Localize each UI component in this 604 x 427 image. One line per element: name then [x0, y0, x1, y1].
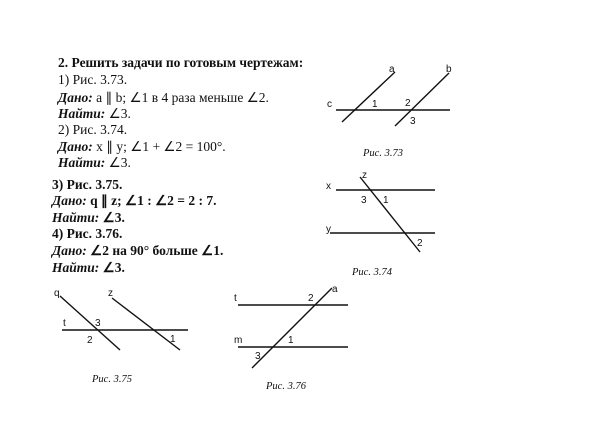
find-label: Найти:: [52, 260, 100, 275]
find-label: Найти:: [52, 210, 100, 225]
find-text: ∠3.: [108, 106, 131, 121]
find-label: Найти:: [58, 106, 106, 121]
find-text: ∠3.: [102, 260, 125, 275]
given-text: a ∥ b; ∠1 в 4 раза меньше ∠2.: [96, 90, 269, 105]
label-a: a: [389, 64, 395, 75]
problem-1-number: 1) Рис. 3.73.: [58, 72, 128, 87]
caption-fig-3-75: Рис. 3.75: [92, 374, 132, 385]
given-text: x ∥ y; ∠1 + ∠2 = 100°.: [96, 139, 226, 154]
label-angle-1: 1: [170, 334, 176, 345]
label-angle-1: 1: [383, 195, 389, 206]
label-angle-2: 2: [308, 293, 314, 304]
label-x: x: [326, 181, 331, 192]
label-angle-2: 2: [87, 335, 93, 346]
find-text: ∠3.: [108, 155, 131, 170]
problem-3-number: 3) Рис. 3.75.: [52, 177, 123, 192]
label-angle-2: 2: [405, 98, 411, 109]
label-angle-3: 3: [255, 351, 261, 362]
label-b: b: [446, 64, 452, 75]
problem-2-number: 2) Рис. 3.74.: [58, 122, 128, 137]
figure-3-73: [336, 72, 450, 126]
label-t: t: [234, 293, 237, 304]
task-heading: 2. Решить задачи по готовым чертежам:: [58, 55, 304, 70]
label-angle-3: 3: [95, 318, 101, 329]
caption-fig-3-76: Рис. 3.76: [266, 381, 306, 392]
label-m: m: [234, 335, 243, 346]
label-angle-3: 3: [361, 195, 367, 206]
figure-3-75: [60, 296, 188, 350]
given-label: Дано:: [52, 243, 87, 258]
given-label: Дано:: [58, 139, 93, 154]
line-b: [395, 73, 449, 126]
line-z: [360, 177, 420, 252]
label-angle-3: 3: [410, 116, 416, 127]
find-label: Найти:: [58, 155, 106, 170]
find-text: ∠3.: [102, 210, 125, 225]
label-t: t: [63, 318, 66, 329]
given-label: Дано:: [58, 90, 93, 105]
caption-fig-3-73: Рис. 3.73: [363, 148, 403, 159]
label-a: a: [332, 284, 338, 295]
label-angle-1: 1: [288, 335, 294, 346]
label-c: c: [327, 99, 332, 110]
caption-fig-3-74: Рис. 3.74: [352, 267, 392, 278]
problem-4-number: 4) Рис. 3.76.: [52, 226, 123, 241]
line-a: [342, 72, 395, 122]
label-z: z: [108, 288, 113, 299]
label-y: y: [326, 224, 331, 235]
given-label: Дано:: [52, 193, 87, 208]
given-text: ∠2 на 90° больше ∠1.: [90, 243, 224, 258]
label-q: q: [54, 288, 60, 299]
label-angle-2: 2: [417, 238, 423, 249]
label-angle-1: 1: [372, 99, 378, 110]
line-a: [252, 288, 332, 368]
label-z: z: [362, 170, 367, 181]
given-text: q ∥ z; ∠1 : ∠2 = 2 : 7.: [90, 193, 217, 208]
